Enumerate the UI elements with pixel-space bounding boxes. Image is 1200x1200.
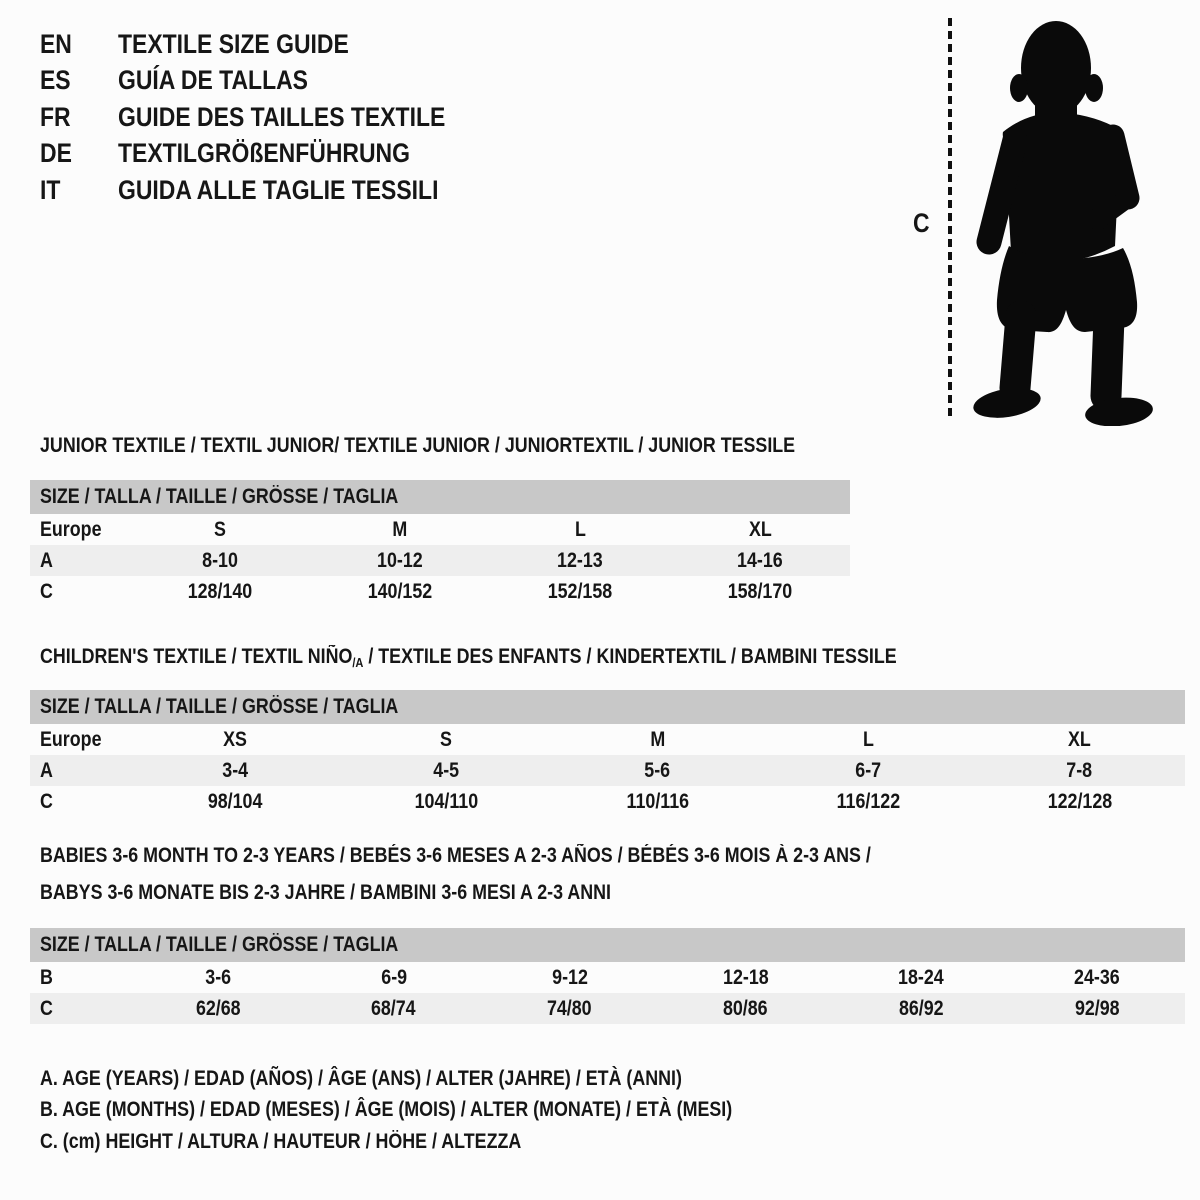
language-code: DE [40, 138, 72, 169]
size-column-l: L [574, 517, 586, 541]
value-cell: 24-36 [1074, 965, 1120, 989]
legend-line-c: C. (cm) HEIGHT / ALTURA / HAUTEUR / HÖHE / ALTEZZA [40, 1129, 522, 1153]
language-header [40, 26, 503, 209]
value-cell: 140/152 [367, 579, 433, 603]
value-cell: 122/128 [1047, 789, 1112, 813]
value-cell: 6-7 [763, 755, 974, 786]
language-row-es [40, 63, 503, 100]
value-cell: 18-24 [898, 965, 945, 989]
value-cell: 116/122 [836, 789, 901, 813]
legend-line-b: B. AGE (MONTHS) / EDAD (MESES) / ÂGE (MOIS) / ALTER (MONATE) / ETÀ (MESI) [40, 1098, 733, 1122]
guide-title-it: GUIDA ALLE TAGLIE TESSILI [118, 174, 439, 205]
children-size-table [30, 690, 1185, 817]
table-row-a [30, 545, 850, 576]
size-columns-row [30, 724, 1185, 755]
value-cell: 3-4 [130, 755, 341, 786]
size-header-label: SIZE / TALLA / TAILLE / GRÖSSE / TAGLIA [30, 928, 1185, 962]
junior-section-title: JUNIOR TEXTILE / TEXTIL JUNIOR/ TEXTILE JUNIOR / JUNIORTEXTIL / JUNIOR TESSILE [40, 434, 796, 457]
value-cell: 3-6 [205, 965, 231, 989]
size-column-xl: XL [1068, 727, 1091, 751]
value-cell: 80/86 [657, 993, 833, 1024]
value-cell: 104/110 [414, 789, 479, 813]
size-columns-row [30, 514, 850, 545]
row-label: C [30, 993, 130, 1024]
size-header-bar [30, 690, 1185, 724]
table-row-b [30, 962, 1185, 993]
value-cell: 4-5 [341, 755, 552, 786]
row-label: A [30, 545, 130, 576]
row-label: C [40, 789, 53, 813]
value-cell: 62/68 [130, 993, 306, 1024]
size-column-l: L [863, 727, 874, 751]
value-cell: 110/116 [626, 789, 689, 813]
title-subscript: /A [352, 655, 364, 670]
size-column-xs: XS [223, 727, 248, 751]
value-cell: 98/104 [208, 789, 263, 813]
baby-silhouette-icon [963, 16, 1158, 426]
measurement-legend [40, 1063, 854, 1158]
value-cell: 5-6 [552, 755, 763, 786]
children-section-title: CHILDREN'S TEXTILE / TEXTIL NIÑO/A / TEXTILE DES ENFANTS / KINDERTEXTIL / BAMBINI TESSILE [40, 645, 897, 670]
size-header-label: SIZE / TALLA / TAILLE / GRÖSSE / TAGLIA [30, 690, 1185, 724]
region-label: Europe [40, 517, 102, 541]
value-cell: 12-13 [490, 545, 670, 576]
junior-size-table [30, 480, 850, 607]
value-cell: 9-12 [551, 965, 588, 989]
value-cell: 74/80 [482, 993, 658, 1024]
value-cell: 14-16 [670, 545, 850, 576]
babies-section-title [40, 837, 1018, 911]
size-column-xl: XL [748, 517, 772, 541]
guide-title-fr: GUIDE DES TAILLES TEXTILE [118, 101, 446, 132]
guide-title-en: TEXTILE SIZE GUIDE [118, 28, 349, 59]
value-cell: 12-18 [722, 965, 769, 989]
table-row-c [30, 993, 1185, 1024]
row-label: B [40, 965, 53, 989]
language-code: IT [40, 174, 61, 205]
size-column-s: S [214, 517, 226, 541]
size-column-s: S [440, 727, 453, 751]
size-column-m: M [650, 727, 665, 751]
table-row-c [30, 576, 850, 607]
value-cell: 158/170 [727, 579, 793, 603]
height-measure-label: C [913, 208, 930, 238]
size-header-label: SIZE / TALLA / TAILLE / GRÖSSE / TAGLIA [30, 480, 850, 514]
guide-title-es: GUÍA DE TALLAS [118, 65, 308, 96]
value-cell: 7-8 [974, 755, 1185, 786]
language-row-en [40, 26, 503, 63]
value-cell: 10-12 [310, 545, 490, 576]
language-code: FR [40, 101, 71, 132]
language-row-fr [40, 99, 503, 136]
babies-title-line2: BABYS 3-6 MONATE BIS 2-3 JAHRE / BAMBINI 3-6 MESI A 2-3 ANNI [40, 881, 611, 904]
size-header-bar [30, 480, 850, 514]
language-code: EN [40, 28, 72, 59]
height-dashed-line [948, 18, 952, 418]
legend-line-a: A. AGE (YEARS) / EDAD (AÑOS) / ÂGE (ANS) / ALTER (JAHRE) / ETÀ (ANNI) [40, 1066, 682, 1090]
language-code: ES [40, 65, 71, 96]
value-cell: 8-10 [130, 545, 310, 576]
value-cell: 86/92 [833, 993, 1009, 1024]
value-cell: 6-9 [380, 965, 407, 989]
value-cell: 152/158 [547, 579, 613, 603]
table-row-a [30, 755, 1185, 786]
value-cell: 128/140 [187, 579, 253, 603]
language-row-de [40, 136, 503, 173]
guide-title-de: TEXTILGRÖßENFÜHRUNG [118, 138, 410, 169]
table-row-c [30, 786, 1185, 817]
region-label: Europe [40, 727, 102, 751]
row-label: A [30, 755, 130, 786]
babies-title-line1: BABIES 3-6 MONTH TO 2-3 YEARS / BEBÉS 3-6 MESES A 2-3 AÑOS / BÉBÉS 3-6 MOIS À 2-3 ANS / [40, 844, 871, 867]
babies-size-table [30, 928, 1185, 1024]
size-header-bar [30, 928, 1185, 962]
value-cell: 68/74 [306, 993, 482, 1024]
value-cell: 92/98 [1009, 993, 1185, 1024]
size-column-m: M [392, 517, 408, 541]
language-row-it [40, 172, 503, 209]
row-label: C [40, 579, 53, 603]
